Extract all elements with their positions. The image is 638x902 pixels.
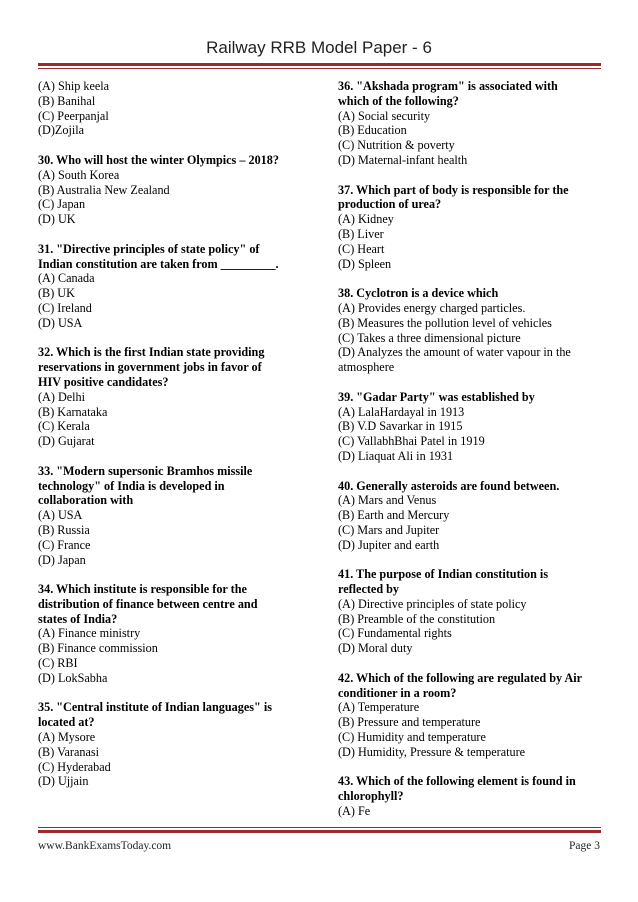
option: (D)Zojila: [38, 123, 85, 138]
option: (A) Provides energy charged particles.: [338, 300, 526, 315]
option-continuation: atmosphere: [338, 360, 395, 375]
stem-line: 42. Which of the following are regulated by Air: [338, 670, 583, 685]
option: (B) V.D Savarkar in 1915: [338, 419, 463, 434]
question-31: [38, 242, 308, 331]
footer-rule-thick: [38, 830, 601, 833]
option: (A) Delhi: [38, 389, 86, 404]
option: (C) Mars and Jupiter: [338, 522, 440, 537]
question-43: [338, 774, 600, 818]
stem-line: 33. "Modern supersonic Bramhos missile: [38, 463, 253, 478]
stem-line: 41. The purpose of Indian constitution is: [338, 567, 549, 582]
stem-line: Indian constitution are taken from _________.: [38, 256, 279, 271]
option: (C) France: [38, 537, 91, 552]
stem-line: 32. Which is the first Indian state providing: [38, 345, 265, 360]
option: (B) Banihal: [38, 93, 96, 108]
option: (C) RBI: [38, 656, 78, 671]
stem-line: 31. "Directive principles of state policy" of: [38, 241, 260, 256]
option: (A) Fe: [338, 804, 371, 819]
option: (D) Liaquat Ali in 1931: [338, 448, 454, 463]
question-stem: [338, 567, 600, 597]
stem-line: technology" of India is developed in: [38, 478, 225, 493]
option: (A) Mars and Venus: [338, 493, 437, 508]
option: (B) Karnataka: [38, 404, 108, 419]
option: (A) USA: [38, 508, 83, 523]
option: (D) LokSabha: [38, 670, 108, 685]
option: (A) Mysore: [38, 730, 96, 745]
header-rule-thin: [38, 68, 601, 69]
option: (B) Varanasi: [38, 744, 100, 759]
stem-line: 30. Who will host the winter Olympics – 2018?: [38, 152, 279, 167]
option: (C) Fundamental rights: [338, 626, 452, 641]
option: (D) Maternal-infant health: [338, 152, 468, 167]
question-38: [338, 286, 600, 375]
stem-line: 36. "Akshada program" is associated with: [338, 79, 558, 93]
option: (B) Education: [338, 123, 407, 138]
question-stem: [38, 582, 308, 626]
footer-page-number: Page 3: [569, 840, 600, 852]
option: (A) LalaHardayal in 1913: [338, 404, 465, 419]
option: (A) Social security: [338, 108, 431, 123]
stem-line: 38. Cyclotron is a device which: [338, 286, 499, 301]
stem-line: 43. Which of the following element is found in: [338, 774, 576, 789]
question-stem: [38, 345, 308, 389]
stem-line: production of urea?: [338, 197, 442, 212]
stem-line: 35. "Central institute of Indian languages" is: [38, 700, 272, 715]
option: (B) Australia New Zealand: [38, 182, 170, 197]
option: (C) Nutrition & poverty: [338, 138, 455, 153]
stem-line: collaboration with: [38, 493, 134, 508]
stem-line: 37. Which part of body is responsible for the: [338, 182, 569, 197]
option: (B) Russia: [38, 522, 90, 537]
option: (A) Temperature: [338, 700, 420, 715]
question-42: [338, 671, 600, 760]
question-32: [38, 345, 308, 449]
stem-line: chlorophyll?: [338, 789, 404, 804]
stem-line: reservations in government jobs in favor of: [38, 360, 262, 375]
question-36: [338, 79, 600, 168]
option: (D) USA: [38, 315, 83, 330]
question-stem: [338, 390, 600, 405]
footer-rule-thin: [38, 827, 601, 828]
question-stem: [338, 479, 600, 494]
question-stem: [338, 774, 600, 804]
stem-line: reflected by: [338, 582, 400, 597]
option: (D) Gujarat: [38, 434, 95, 449]
stem-line: HIV positive candidates?: [38, 374, 169, 389]
footer-website: www.BankExamsToday.com: [38, 840, 172, 852]
question-33: [38, 464, 308, 568]
question-stem: [38, 242, 308, 272]
question-34: [38, 582, 308, 686]
option: (C) Japan: [38, 197, 86, 212]
question-stem: [338, 286, 600, 301]
question-continuation: [38, 79, 308, 138]
option: (B) Liver: [338, 226, 384, 241]
page-header-title: Railway RRB Model Paper - 6: [206, 38, 432, 57]
option: (B) Preamble of the constitution: [338, 611, 496, 626]
option: (D) Humidity, Pressure & temperature: [338, 744, 526, 759]
question-35: [38, 700, 308, 789]
option: (A) Ship keela: [38, 79, 110, 93]
left-column: [38, 79, 308, 804]
option: (A) Canada: [38, 271, 95, 286]
option: (D) Jupiter and earth: [338, 537, 440, 552]
option: (D) Spleen: [338, 256, 392, 271]
option: (C) Ireland: [38, 300, 92, 315]
option: (C) Kerala: [38, 419, 90, 434]
question-30: [38, 153, 308, 227]
option: (B) Measures the pollution level of vehicles: [338, 315, 552, 330]
stem-line: conditioner in a room?: [338, 685, 457, 700]
option: (B) UK: [38, 286, 75, 301]
option: (D) UK: [38, 212, 76, 227]
question-40: [338, 479, 600, 553]
question-stem: [338, 79, 600, 109]
stem-line: which of the following?: [338, 93, 459, 108]
stem-line: states of India?: [38, 611, 118, 626]
option: (C) Takes a three dimensional picture: [338, 330, 521, 345]
option: (A) South Korea: [38, 167, 120, 182]
option: (D) Moral duty: [338, 641, 413, 656]
question-41: [338, 567, 600, 656]
question-stem: [38, 153, 308, 168]
header-rule-thick: [38, 63, 601, 66]
question-stem: [38, 464, 308, 508]
option: (B) Pressure and temperature: [338, 715, 481, 730]
option: (C) Heart: [338, 241, 385, 256]
question-37: [338, 183, 600, 272]
stem-line: distribution of finance between centre and: [38, 596, 258, 611]
option: (C) VallabhBhai Patel in 1919: [338, 434, 485, 449]
option: (A) Directive principles of state policy: [338, 596, 527, 611]
question-stem: [38, 700, 308, 730]
option: (D) Ujjain: [38, 774, 89, 789]
option: (C) Peerpanjal: [38, 108, 109, 123]
option: (B) Earth and Mercury: [338, 508, 450, 523]
option: (A) Finance ministry: [38, 626, 141, 641]
question-39: [338, 390, 600, 464]
stem-line: 34. Which institute is responsible for the: [38, 582, 247, 597]
question-stem: [338, 183, 600, 213]
stem-line: located at?: [38, 715, 95, 730]
stem-line: 39. "Gadar Party" was established by: [338, 389, 535, 404]
option: (B) Finance commission: [38, 641, 158, 656]
option: (D) Japan: [38, 552, 86, 567]
option: (C) Hyderabad: [38, 759, 111, 774]
option: (A) Kidney: [338, 212, 394, 227]
option: (C) Humidity and temperature: [338, 730, 486, 745]
right-column: [338, 79, 600, 834]
stem-line: 40. Generally asteroids are found between.: [338, 478, 560, 493]
option: (D) Analyzes the amount of water vapour in the: [338, 345, 571, 360]
question-stem: [338, 671, 600, 701]
